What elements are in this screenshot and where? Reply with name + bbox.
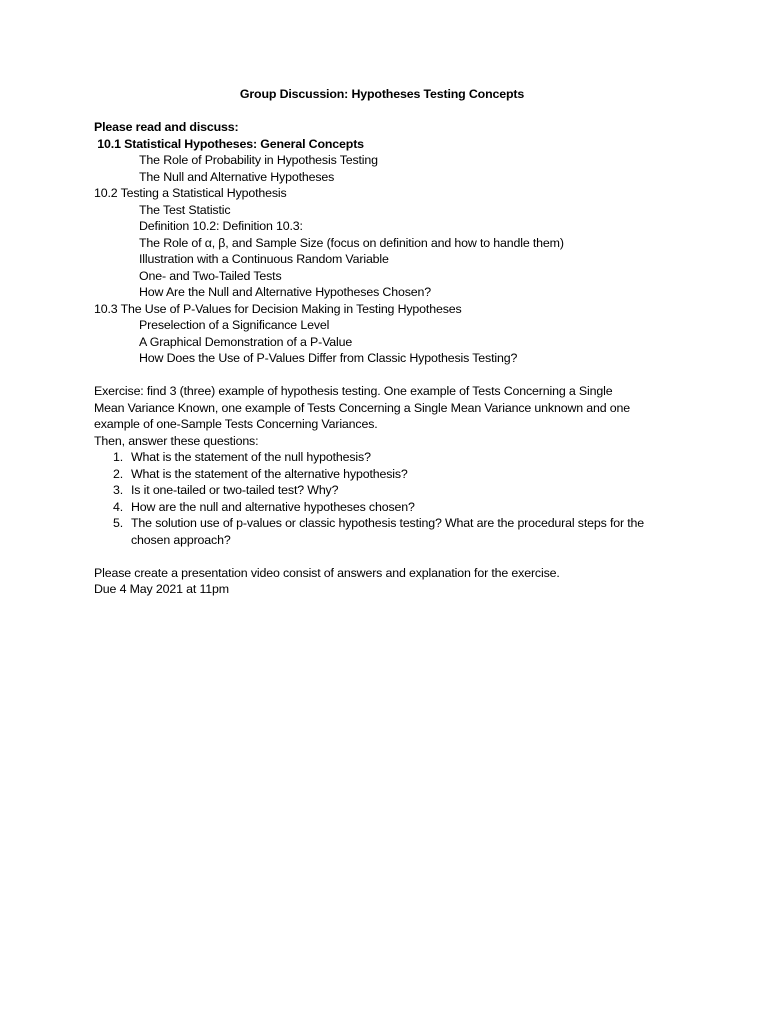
question-number: 4. <box>112 499 123 514</box>
section-item: A Graphical Demonstration of a P-Value <box>139 334 353 349</box>
question-text: How are the null and alternative hypotheses chosen? <box>131 499 415 514</box>
document-title: Group Discussion: Hypotheses Testing Concepts <box>239 87 525 101</box>
question-number: 2. <box>112 466 123 481</box>
section-10-2 <box>94 185 694 301</box>
section-item: Definition 10.2: Definition 10.3: <box>139 219 303 233</box>
question-item <box>94 449 694 466</box>
question-item <box>94 466 694 483</box>
question-text: What is the statement of the alternative hypothesis? <box>131 466 408 481</box>
question-item <box>94 515 694 548</box>
question-number: 5. <box>112 516 123 530</box>
exercise-block <box>94 383 694 548</box>
question-item <box>94 499 694 516</box>
question-number: 3. <box>112 483 123 497</box>
section-item: The Null and Alternative Hypotheses <box>139 169 335 184</box>
section-heading: 10.3 The Use of P-Values for Decision Making in Testing Hypotheses <box>94 301 462 316</box>
section-item: The Test Statistic <box>139 202 231 217</box>
question-list <box>94 449 694 548</box>
intro-text: Please read and discuss: <box>94 120 239 134</box>
spacer <box>94 367 694 384</box>
exercise-then: Then, answer these questions: <box>94 433 259 448</box>
exercise-line: Mean Variance Known, one example of Tests Concerning a Single Mean Variance unknown and one <box>94 400 631 415</box>
question-item <box>94 482 694 499</box>
question-text: Is it one-tailed or two-tailed test? Why? <box>131 483 339 497</box>
exercise-line: example of one-Sample Tests Concerning Variances. <box>94 417 378 431</box>
exercise-line: Exercise: find 3 (three) example of hypothesis testing. One example of Tests Concerning a Single <box>94 384 613 398</box>
spacer <box>94 548 694 565</box>
document-body <box>94 86 694 598</box>
question-text: The solution use of p-values or classic hypothesis testing? What are the procedural steps for the chosen approach? <box>131 516 645 547</box>
question-text: What is the statement of the null hypothesis? <box>131 450 371 464</box>
section-heading: 10.1 Statistical Hypotheses: General Concepts <box>94 136 364 151</box>
closing-text: Please create a presentation video consist of answers and explanation for the exercise. <box>94 565 560 580</box>
section-heading: 10.2 Testing a Statistical Hypothesis <box>94 186 287 200</box>
due-date: Due 4 May 2021 at 11pm <box>94 582 229 596</box>
section-item: Preselection of a Significance Level <box>139 318 330 332</box>
section-item: How Are the Null and Alternative Hypotheses Chosen? <box>139 285 431 299</box>
section-10-1 <box>94 136 694 186</box>
section-10-3 <box>94 301 694 367</box>
section-item: Illustration with a Continuous Random Variable <box>139 252 389 266</box>
question-number: 1. <box>112 450 123 464</box>
section-item: The Role of α, β, and Sample Size (focus on definition and how to handle them) <box>139 235 564 250</box>
section-item: The Role of Probability in Hypothesis Testing <box>139 153 378 167</box>
section-item: How Does the Use of P-Values Differ from Classic Hypothesis Testing? <box>139 351 518 365</box>
section-item: One- and Two-Tailed Tests <box>139 268 282 283</box>
